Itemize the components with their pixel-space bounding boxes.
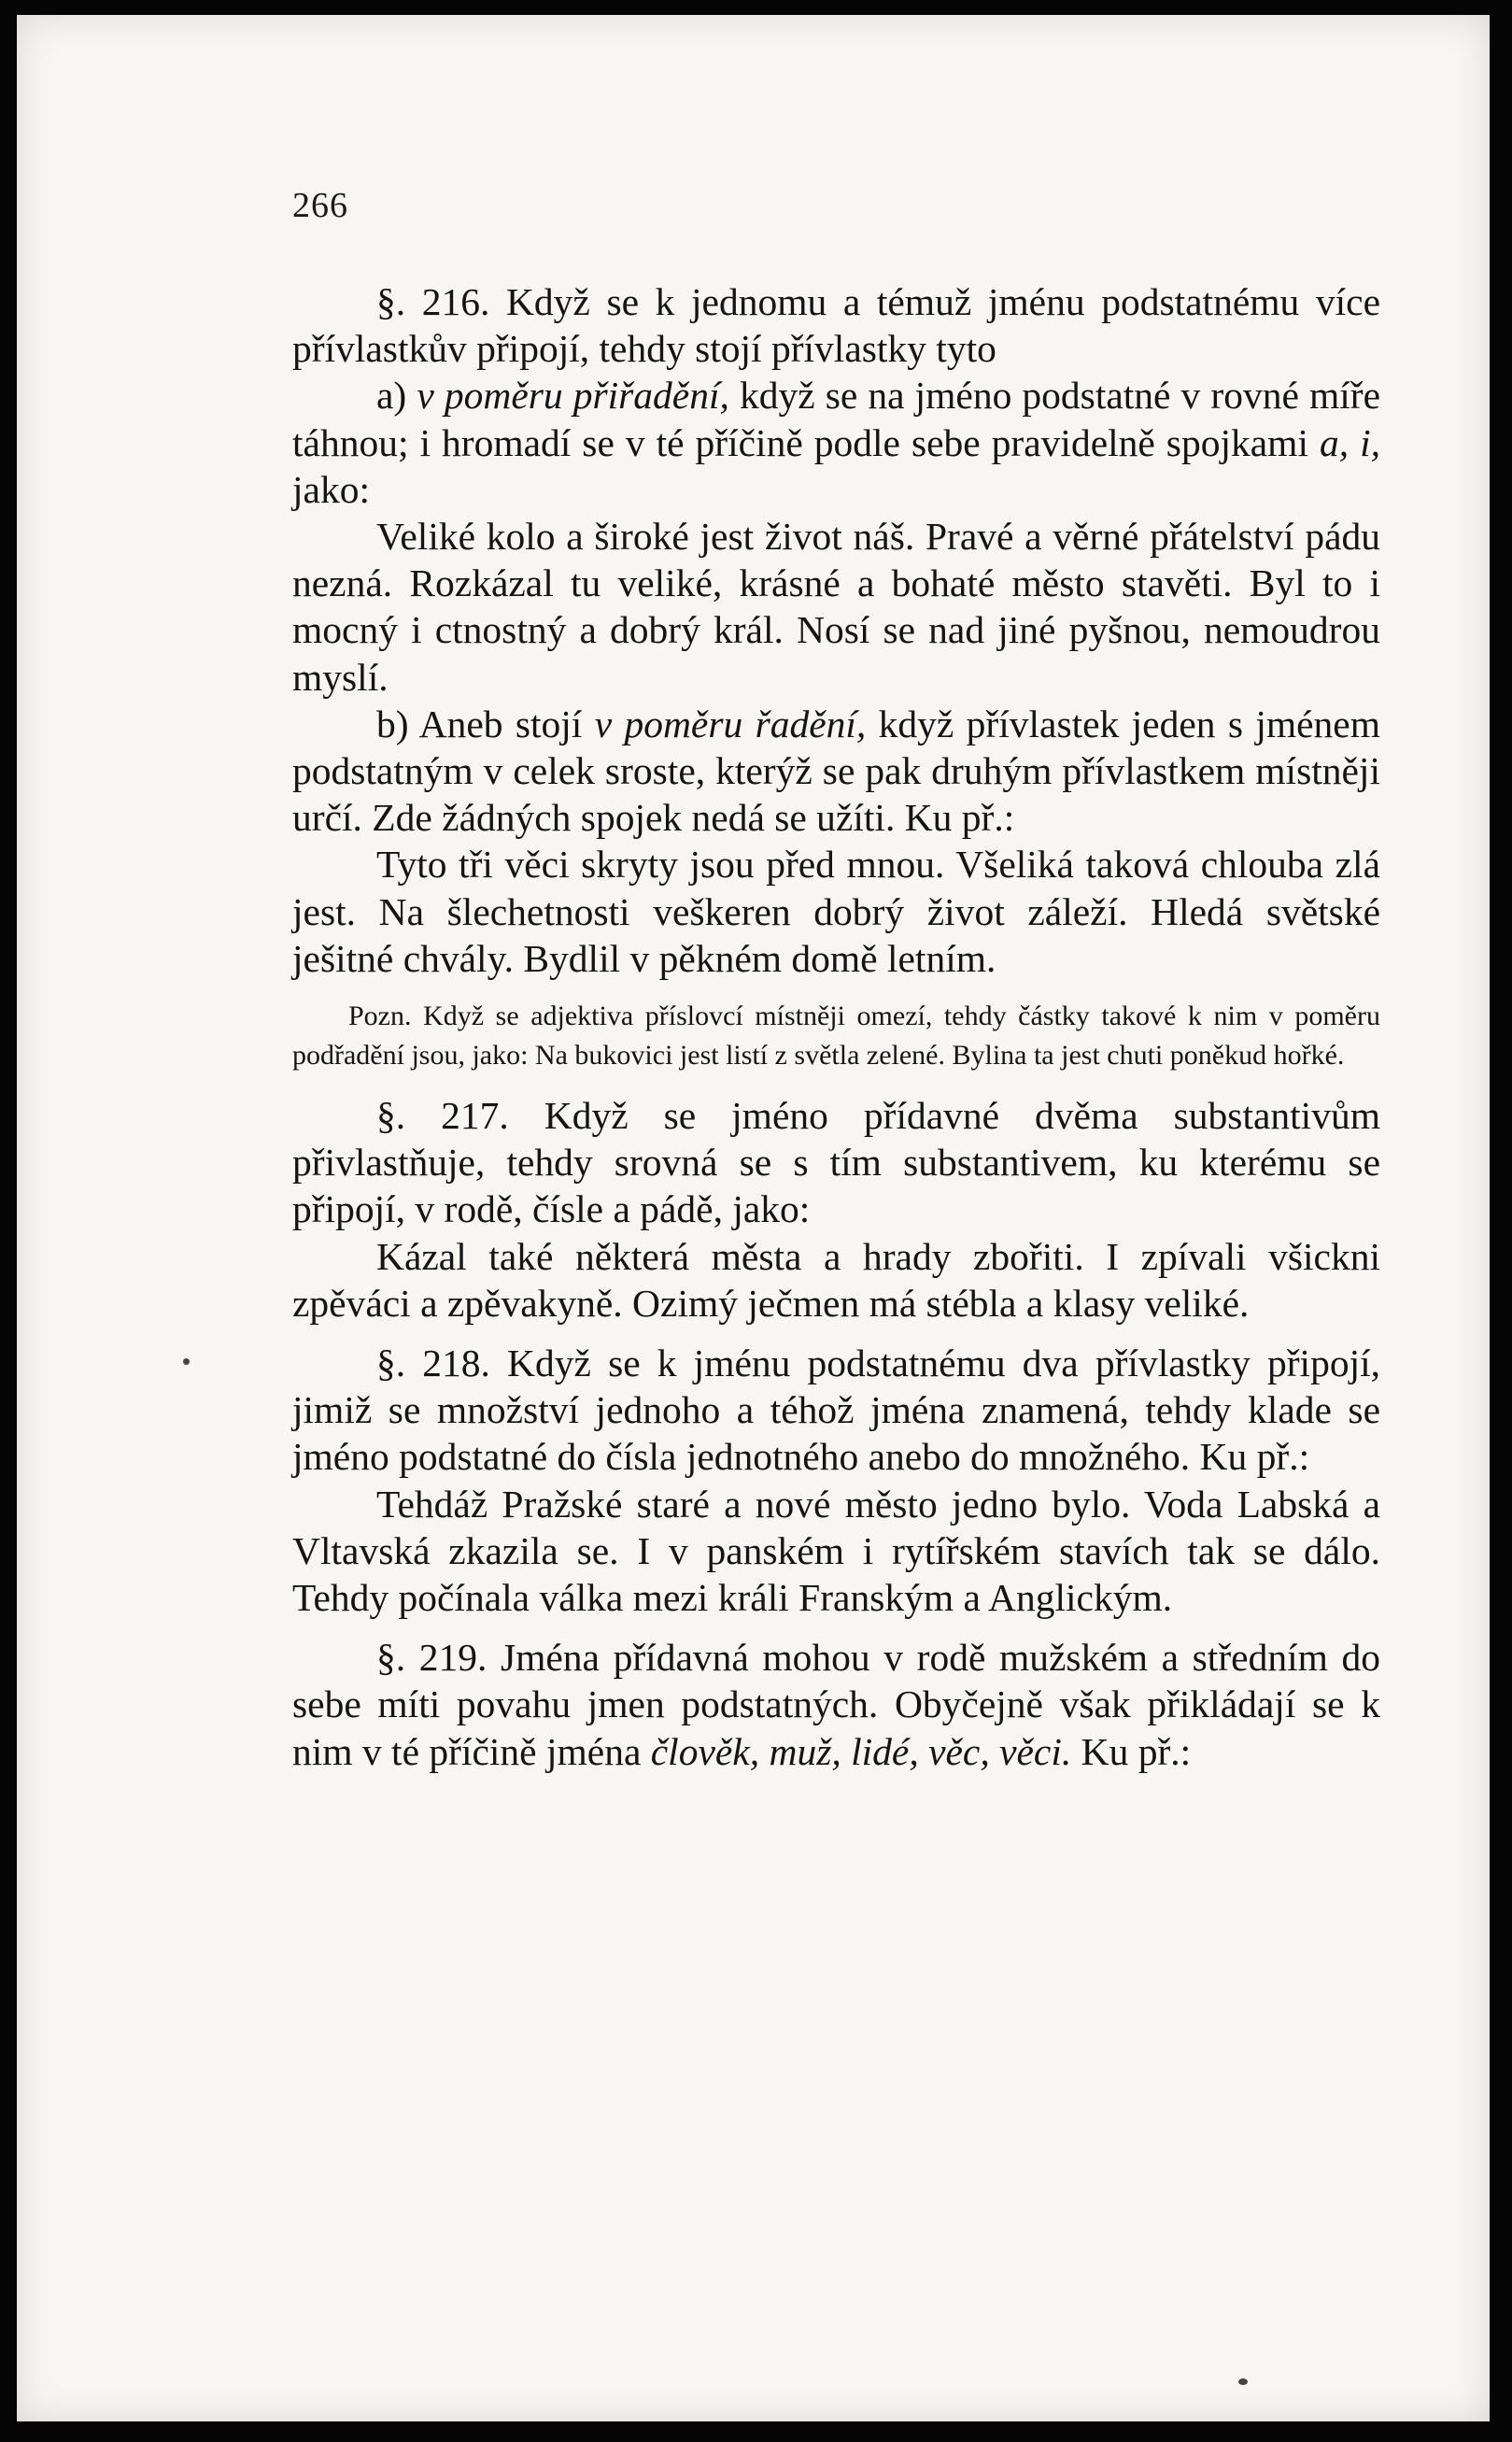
paper-speck [183,1358,190,1365]
paragraph-219 [292,1634,1380,1775]
paragraph-216-a [292,372,1380,513]
page-number: 266 [292,186,348,225]
conjunction-a: a, [1319,420,1349,464]
item-a-text: když se na jméno podstatné v rovné míře táhnou; i hromadí se v té příčině podle sebe pravidelně spojkami [292,374,1381,464]
page-text [292,278,1380,1775]
item-b-text: když přívlastek jeden s jménem podstatným v celek sroste, kterýž se pak druhým přívlastkem místněji určí. Zde žádných spojek nedá se užíti. Ku př.: [292,702,1381,840]
book-page [17,15,1490,2421]
footnote-pozn: Pozn. Když se adjektiva příslovcí místněji omezí, tehdy částky takové k nim v poměru podřadění jsou, jako: Na bukovici jest listí z světla zelené. Bylina ta jest chuti poněkud hořké. [292,1001,1380,1072]
term-pomer-priradeni: v poměru přiřadění, [417,374,729,418]
paragraph-216-b [292,701,1380,842]
item-a-tail: jako: [292,467,370,511]
paragraph-218: §. 218. Když se k jménu podstatnému dva přívlastky připojí, jimiž se množství jednoho a téhož jména znamená, tehdy klade se jméno podstatné do čísla jednotného anebo do množného. Ku př.: [292,1342,1380,1479]
paragraph-219-tail: Ku př.: [1081,1729,1192,1773]
paragraph-217: §. 217. Když se jméno přídavné dvěma substantivům přivlastňuje, tehdy srovná se s tím substantivem, ku kterému se připojí, v rodě, čísle a pádě, jako: [292,1094,1380,1231]
examples-216-b: Tyto tři věci skryty jsou před mnou. Všeliká taková chlouba zlá jest. Na šlechetnosti veškeren dobrý život záleží. Hledá světské ješitné chvály. Bydlil v pěkném domě letním. [292,843,1380,980]
examples-217: Kázal také některá města a hrady zbořiti. I zpívali všickni zpěváci a zpěvakyně. Ozimý ječmen má stébla a klasy veliké. [292,1234,1380,1325]
examples-218: Tehdáž Pražské staré a nové město jedno bylo. Voda Labská a Vltavská zkazila se. I v panském i rytířském stavích tak se dálo. Tehdy počínala válka mezi králi Franským a Anglickým. [292,1482,1380,1620]
paragraph-216-intro: §. 216. Když se k jednomu a témuž jménu podstatnému více přívlastkův připojí, tehdy stojí přívlastky tyto [292,280,1380,371]
conjunction-i: i, [1360,420,1381,464]
item-b-label: b) Aneb stojí [376,702,583,745]
term-pomer-radeni: v poměru řadění, [594,702,867,745]
paragraph-219-text: §. 219. Jména přídavná mohou v rodě mužském a středním do sebe míti povahu jmen podstatných. Obyčejně však přikládají se k nim v té příčině jména [292,1636,1380,1773]
paper-speck [1238,2378,1248,2385]
paragraph-219-terms: člověk, muž, lidé, věc, věci. [650,1729,1072,1773]
examples-216-a: Veliké kolo a široké jest život náš. Pravé a věrné přátelství pádu nezná. Rozkázal tu veliké, krásné a bohaté město stavěti. Byl to i mocný i ctnostný a dobrý král. Nosí se nad jiné pyšnou, nemoudrou myslí. [292,515,1380,699]
item-a-label: a) [376,374,407,418]
